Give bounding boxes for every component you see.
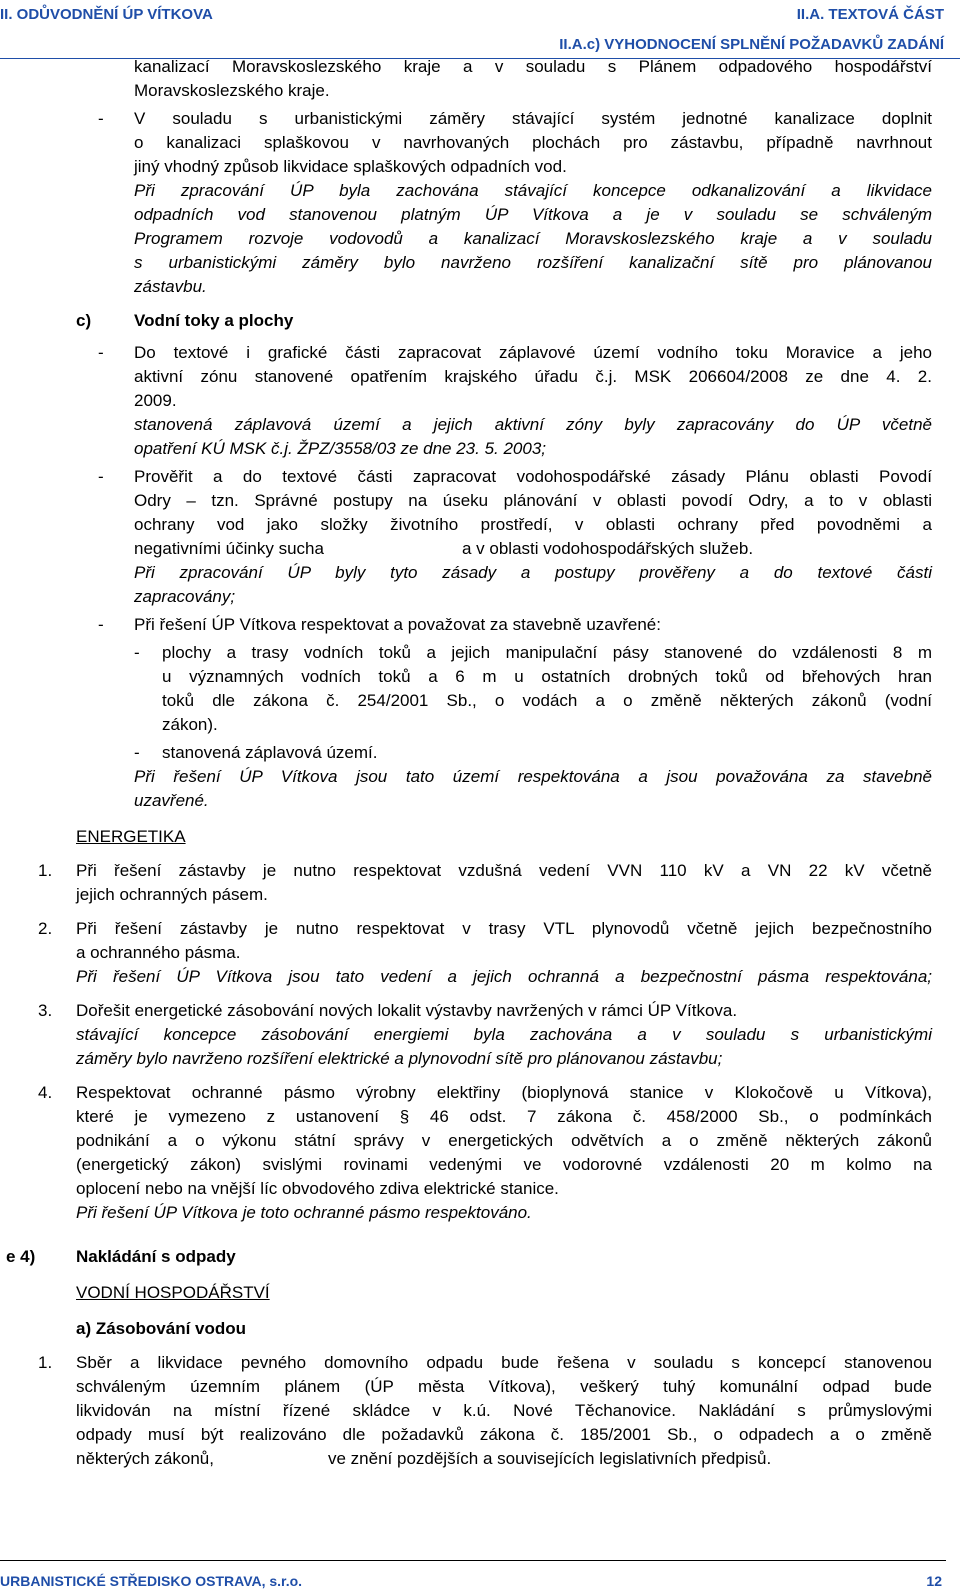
italic-line: Při zpracování ÚP byly tyto zásady a postupy prověřeny a do textové části — [134, 563, 932, 582]
text-line: Při řešení ÚP Vítkova respektovat a považovat za stavebně uzavřené: — [134, 615, 661, 634]
text-line: Při řešení zástavby je nutno respektovat v trasy VTL plynovodů včetně jejich bezpečnostního — [76, 919, 932, 938]
footer-company: URBANISTICKÉ STŘEDISKO OSTRAVA, s.r.o. — [0, 1573, 303, 1589]
text-line: které je vymezeno z ustanovení § 46 odst. 7 zákona č. 458/2000 Sb., o podmínkách — [76, 1107, 932, 1126]
italic-line: s urbanistickými záměry bylo navrženo rozšíření kanalizační sítě pro plánovanou — [134, 253, 932, 272]
italic-line: Při zpracování ÚP byla zachována stávající koncepce odkanalizování a likvidace — [134, 181, 932, 200]
item-number: 1. — [38, 861, 53, 880]
section-number: e 4) — [6, 1247, 36, 1266]
list-dash: - — [98, 109, 104, 128]
text-line: V souladu s urbanistickými záměry stávající systém jednotné kanalizace doplnit — [134, 109, 932, 128]
text-line: jiný vhodný způsob likvidace splaškových odpadních vod. — [134, 157, 567, 176]
text-line: stanovená záplavová území. — [162, 743, 378, 762]
text-line: Moravskoslezského kraje. — [134, 81, 330, 100]
text-line: 2009. — [134, 391, 177, 410]
list-dash: - — [98, 615, 104, 634]
text-line: zákon). — [162, 715, 218, 734]
text-line: Sběr a likvidace pevného domovního odpadu bude řešena v souladu s koncepcí stanovenou — [76, 1353, 932, 1372]
header-document-title: II. ODŮVODNĚNÍ ÚP VÍTKOVA — [0, 6, 213, 23]
text-line: oplocení nebo na vnější líc obvodového zdiva elektrické stanice. — [76, 1179, 559, 1198]
text-line: likvidován na místní řízené skládce v k.ú. Nové Těchanovice. Nakládání s průmyslovými — [76, 1401, 932, 1420]
text-line: Dořešit energetické zásobování nových lokalit výstavby navržených v rámci ÚP Vítkova. — [76, 1001, 738, 1020]
text-line: ochrany vod jako složky životního prostředí, v oblasti ochrany před povodněmi a — [134, 515, 932, 534]
italic-line: záměry bylo navrženo rozšíření elektrické a plynovodní sítě pro plánovanou zástavbu; — [76, 1049, 723, 1068]
text-line: a v oblasti vodohospodářských služeb. — [462, 539, 754, 558]
text-line: Prověřit a do textové části zapracovat vodohospodářské zásady Plánu oblasti Povodí — [134, 467, 932, 486]
page-header — [0, 0, 960, 60]
item-number: 2. — [38, 919, 53, 938]
subsection-heading: a) Zásobování vodou — [76, 1319, 247, 1338]
text-line: Do textové i grafické části zapracovat záplavové území vodního toku Moravice a jeho — [134, 343, 932, 362]
text-line: jejich ochranných pásem. — [76, 885, 268, 904]
text-line: aktivní zónu stanovené opatřením krajského úřadu č.j. MSK 206604/2008 ze dne 4. 2. — [134, 367, 932, 386]
italic-line: Při řešení ÚP Vítkova jsou tato vedení a jejich ochranná a bezpečnostní pásma respektována; — [76, 967, 932, 986]
text-line: Respektovat ochranné pásmo výrobny elektřiny (bioplynová stanice v Klokočově u Vítkova), — [76, 1083, 932, 1102]
italic-line: zapracovány; — [134, 587, 236, 606]
italic-line: zástavbu. — [134, 277, 207, 296]
header-section-title: II.A. TEXTOVÁ ČÁST — [796, 6, 944, 23]
section-heading-underlined: ENERGETIKA — [76, 827, 186, 846]
list-dash: - — [98, 467, 104, 486]
subsection-heading-underlined: VODNÍ HOSPODÁŘSTVÍ — [76, 1283, 270, 1302]
text-line: ve znění pozdějších a souvisejících legislativních předpisů. — [328, 1449, 772, 1468]
italic-line: stávající koncepce zásobování energiemi byla zachována a v souladu s urbanistickými — [76, 1025, 932, 1044]
italic-line: Programem rozvoje vodovodů a kanalizací Moravskoslezského kraje a v souladu — [134, 229, 932, 248]
page-footer — [0, 1560, 960, 1596]
item-number: 1. — [38, 1353, 53, 1372]
text-line: odpady musí být realizováno dle požadavků zákona č. 185/2001 Sb., o odpadech a o změně — [76, 1425, 932, 1444]
footer-divider — [0, 1560, 946, 1561]
italic-line: Při řešení ÚP Vítkova je toto ochranné pásmo respektováno. — [76, 1203, 532, 1222]
text-line: některých zákonů, — [76, 1449, 214, 1468]
italic-line: opatření KÚ MSK č.j. ŽPZ/3558/03 ze dne 23. 5. 2003; — [134, 439, 547, 458]
text-line: a ochranného pásma. — [76, 943, 241, 962]
italic-line: odpadních vod stanovenou platným ÚP Vítkova a je v souladu se schváleným — [134, 205, 932, 224]
text-line: toků dle zákona č. 254/2001 Sb., o vodách a o změně některých zákonů (vodní — [162, 691, 932, 710]
item-number: 4. — [38, 1083, 53, 1102]
italic-line: stanovená záplavová území a jejich aktivní zóny byly zapracovány do ÚP včetně — [134, 415, 932, 434]
section-heading: Vodní toky a plochy — [134, 311, 294, 330]
list-dash: - — [98, 343, 104, 362]
text-line: podnikání a o výkonu státní správy v energetických odvětvích a o změně některých zákonů — [76, 1131, 932, 1150]
text-line: plochy a trasy vodních toků a jejich manipulační pásy stanovené do vzdálenosti 8 m — [162, 643, 932, 662]
page-number: 12 — [926, 1573, 942, 1589]
text-line: (energetický zákon) svislými rovinami vedenými ve vodorovné vzdálenosti 20 m kolmo na — [76, 1155, 932, 1174]
section-letter: c) — [76, 311, 92, 330]
item-number: 3. — [38, 1001, 53, 1020]
section-heading: Nakládání s odpady — [76, 1247, 236, 1266]
text-line: Odry – tzn. Správné postupy na úseku plánování v oblasti povodí Odry, a to v oblasti — [134, 491, 932, 510]
list-dash: - — [134, 643, 140, 662]
italic-line: Při řešení ÚP Vítkova jsou tato území respektována a jsou považována za stavebně — [134, 767, 932, 786]
text-line: schváleným územním plánem (ÚP města Vítkova), veškerý tuhý komunální odpad bude — [76, 1377, 932, 1396]
list-dash: - — [134, 743, 140, 762]
text-line: kanalizací Moravskoslezského kraje a v souladu s Plánem odpadového hospodářství — [134, 57, 932, 76]
text-line: o kanalizaci splaškovou v navrhovaných plochách pro zástavbu, případně navrhnout — [134, 133, 932, 152]
text-line: u významných vodních toků a 6 m u ostatních drobných toků od břehových hran — [162, 667, 932, 686]
text-line: negativními účinky sucha — [134, 539, 324, 558]
header-subsection-title: II.A.c) VYHODNOCENÍ SPLNĚNÍ POŽADAVKŮ ZADÁNÍ — [559, 36, 944, 53]
italic-line: uzavřené. — [134, 791, 209, 810]
text-line: Při řešení zástavby je nutno respektovat vzdušná vedení VVN 110 kV a VN 22 kV včetně — [76, 861, 932, 880]
